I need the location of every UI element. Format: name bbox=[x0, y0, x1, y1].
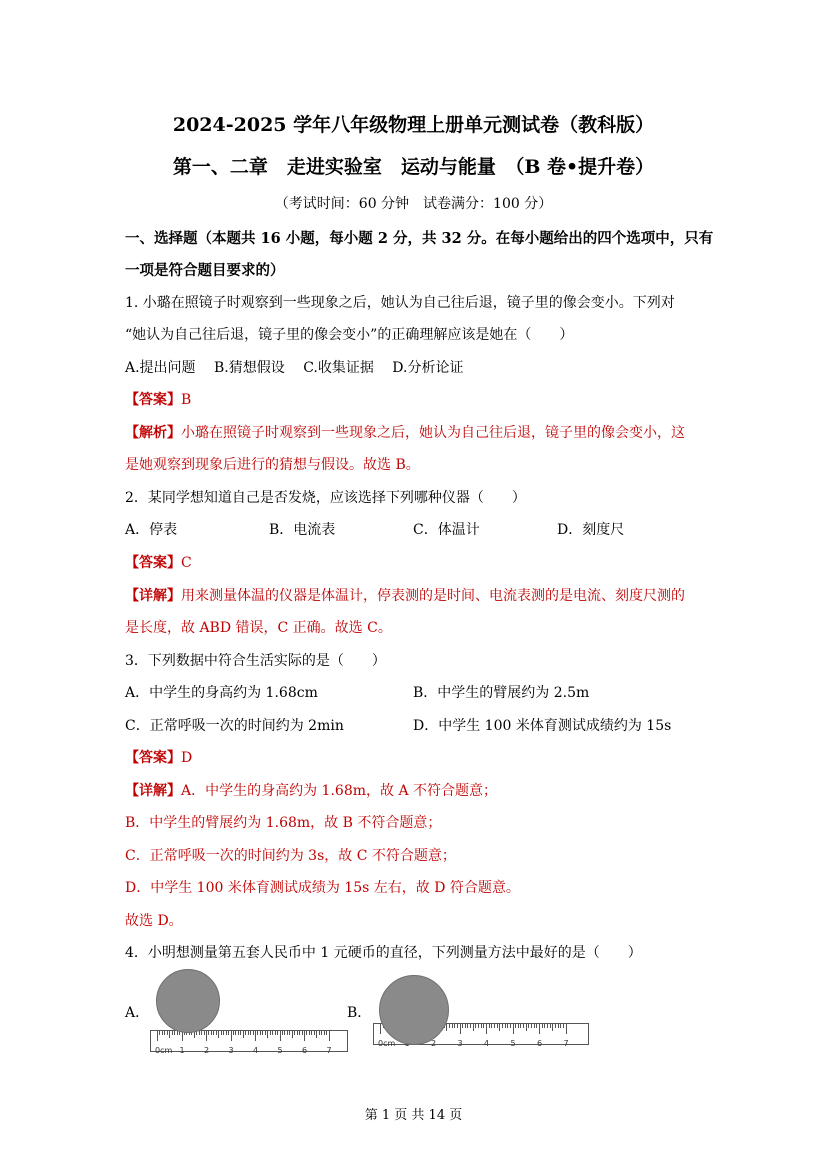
ruler-tick bbox=[507, 1024, 508, 1028]
q2-option-b: B．电流表 bbox=[269, 522, 336, 538]
ruler-tick bbox=[253, 1031, 254, 1035]
ruler-label: 4 bbox=[253, 1046, 259, 1055]
ruler-tick bbox=[520, 1024, 521, 1028]
ruler-tick bbox=[201, 1031, 202, 1035]
ruler-tick bbox=[159, 1031, 160, 1035]
ruler-tick bbox=[462, 1024, 463, 1028]
ruler-tick bbox=[208, 1031, 209, 1035]
analysis-text: 小璐在照镜子时观察到一些现象之后，她认为自己往后退，镜子里的像会变小，这 bbox=[181, 425, 685, 441]
ruler-tick bbox=[240, 1031, 241, 1035]
ruler-tick bbox=[157, 1031, 158, 1041]
ruler-tick bbox=[449, 1024, 450, 1028]
ruler-tick bbox=[483, 1024, 484, 1028]
q1-answer bbox=[125, 389, 191, 409]
ruler-tick bbox=[494, 1024, 495, 1028]
ruler-tick bbox=[306, 1031, 307, 1035]
q3-detail-d: D．中学生 100 米体育测试成绩为 15s 左右，故 D 符合题意。 bbox=[125, 880, 520, 896]
q2-option-a: A．停表 bbox=[125, 522, 178, 538]
ruler-tick bbox=[550, 1024, 551, 1028]
answer-value: B bbox=[181, 392, 192, 408]
ruler-tick bbox=[221, 1031, 222, 1035]
ruler-tick bbox=[162, 1031, 163, 1035]
q3-detail-a bbox=[125, 780, 497, 800]
q3-conclusion: 故选 D。 bbox=[125, 913, 183, 929]
ruler-tick bbox=[262, 1031, 263, 1035]
ruler-tick bbox=[280, 1031, 281, 1041]
q2-option-d: D．刻度尺 bbox=[557, 522, 625, 538]
ruler-tick bbox=[174, 1031, 175, 1035]
ruler-tick bbox=[270, 1031, 271, 1035]
ruler-tick bbox=[304, 1031, 305, 1041]
ruler-tick bbox=[552, 1024, 553, 1031]
ruler-tick bbox=[250, 1031, 251, 1035]
ruler-tick bbox=[531, 1024, 532, 1028]
ruler-tick bbox=[510, 1024, 511, 1028]
q2-answer bbox=[125, 552, 192, 572]
ruler-tick bbox=[454, 1024, 455, 1028]
q1-stem-line1: 1. 小璐在照镜子时观察到一些现象之后，她认为自己往后退，镜子里的像会变小。下列对 bbox=[125, 295, 675, 311]
ruler-tick bbox=[319, 1031, 320, 1035]
coin-a bbox=[156, 969, 220, 1033]
ruler-tick bbox=[457, 1024, 458, 1028]
ruler-tick bbox=[475, 1024, 476, 1028]
ruler-tick bbox=[164, 1031, 165, 1035]
detail-text: 用来测量体温的仪器是体温计，停表测的是时间、电流表测的是电流、刻度尺测的 bbox=[181, 588, 685, 604]
ruler-label: 6 bbox=[302, 1046, 308, 1055]
detail-text: A．中学生的身高约为 1.68m，故 A 不符合题意； bbox=[181, 783, 498, 799]
ruler-tick bbox=[515, 1024, 516, 1028]
ruler-tick bbox=[231, 1031, 232, 1041]
ruler-tick bbox=[486, 1024, 487, 1034]
answer-value: D bbox=[181, 750, 193, 766]
ruler-tick bbox=[216, 1031, 217, 1035]
analysis-tag: 【解析】 bbox=[125, 425, 181, 441]
q2-detail-line1 bbox=[125, 585, 685, 605]
answer-tag: 【答案】 bbox=[125, 392, 181, 408]
ruler-tick bbox=[542, 1024, 543, 1028]
ruler-tick bbox=[478, 1024, 479, 1028]
ruler-tick bbox=[446, 1024, 447, 1031]
ruler-tick bbox=[292, 1031, 293, 1038]
ruler-tick bbox=[211, 1031, 212, 1035]
ruler-tick bbox=[267, 1031, 268, 1038]
ruler-tick bbox=[329, 1031, 330, 1041]
ruler-tick bbox=[287, 1031, 288, 1035]
ruler-tick bbox=[566, 1024, 567, 1034]
ruler-tick bbox=[228, 1031, 229, 1035]
q3-option-c: C．正常呼吸一次的时间约为 2min bbox=[125, 718, 344, 734]
ruler-tick bbox=[226, 1031, 227, 1035]
ruler-tick bbox=[555, 1024, 556, 1028]
q2-stem: 2．某同学想知道自己是否发烧，应该选择下列哪种仪器（ ） bbox=[125, 490, 526, 506]
ruler-tick bbox=[513, 1024, 514, 1034]
ruler-tick bbox=[502, 1024, 503, 1028]
ruler-tick bbox=[204, 1031, 205, 1035]
ruler-tick bbox=[481, 1024, 482, 1028]
q3-detail-c: C．正常呼吸一次的时间约为 3s，故 C 不符合题意； bbox=[125, 848, 456, 864]
ruler-tick bbox=[489, 1024, 490, 1028]
ruler-tick bbox=[265, 1031, 266, 1035]
ruler-tick bbox=[213, 1031, 214, 1035]
ruler-tick bbox=[272, 1031, 273, 1035]
ruler-label: 4 bbox=[484, 1039, 490, 1048]
ruler-tick bbox=[326, 1031, 327, 1035]
ruler-tick bbox=[275, 1031, 276, 1035]
ruler-tick bbox=[223, 1031, 224, 1035]
q1-stem-line2: “她认为自己往后退，镜子里的像会变小”的正确理解应该是她在（ ） bbox=[125, 327, 574, 343]
ruler-tick bbox=[235, 1031, 236, 1035]
ruler-tick bbox=[299, 1031, 300, 1035]
ruler-tick bbox=[277, 1031, 278, 1035]
ruler-label: 2 bbox=[431, 1039, 437, 1048]
ruler-tick bbox=[206, 1031, 207, 1041]
ruler-tick bbox=[282, 1031, 283, 1035]
ruler-tick bbox=[314, 1031, 315, 1035]
section-heading-line1: 一、选择题（本题共 16 小题，每小题 2 分，共 32 分。在每小题给出的四个选项中，只有 bbox=[125, 230, 714, 247]
ruler-tick bbox=[169, 1031, 170, 1038]
ruler-tick bbox=[297, 1031, 298, 1035]
ruler-tick bbox=[218, 1031, 219, 1038]
q4-option-a-label: A． bbox=[125, 1005, 150, 1021]
ruler-tick bbox=[243, 1031, 244, 1038]
ruler-label: 7 bbox=[563, 1039, 569, 1048]
ruler-tick bbox=[260, 1031, 261, 1035]
ruler-tick bbox=[536, 1024, 537, 1028]
page-footer: 第 1 页 共 14 页 bbox=[364, 1108, 463, 1123]
document-subtitle: 第一、二章 走进实验室 运动与能量 （B 卷•提升卷） bbox=[172, 156, 655, 178]
ruler-tick bbox=[172, 1031, 173, 1035]
ruler-tick bbox=[491, 1024, 492, 1028]
ruler-tick bbox=[505, 1024, 506, 1028]
q3-stem: 3．下列数据中符合生活实际的是（ ） bbox=[125, 653, 386, 669]
section-heading-line2: 一项是符合题目要求的） bbox=[125, 262, 285, 279]
detail-tag: 【详解】 bbox=[125, 783, 181, 799]
answer-value: C bbox=[181, 555, 192, 571]
ruler-label: 7 bbox=[326, 1046, 332, 1055]
ruler-label: 3 bbox=[457, 1039, 463, 1048]
ruler-tick bbox=[255, 1031, 256, 1041]
ruler-tick bbox=[467, 1024, 468, 1028]
ruler-tick bbox=[470, 1024, 471, 1028]
ruler-tick bbox=[167, 1031, 168, 1035]
q1-analysis-line1 bbox=[125, 422, 685, 442]
ruler-tick bbox=[523, 1024, 524, 1028]
ruler-tick bbox=[497, 1024, 498, 1028]
ruler-tick bbox=[526, 1024, 527, 1031]
ruler-tick bbox=[245, 1031, 246, 1035]
ruler-tick bbox=[518, 1024, 519, 1028]
ruler-tick bbox=[257, 1031, 258, 1035]
ruler-tick bbox=[528, 1024, 529, 1028]
ruler-tick bbox=[473, 1024, 474, 1031]
q3-option-a: A．中学生的身高约为 1.68cm bbox=[125, 685, 318, 701]
ruler-label: 0cm bbox=[155, 1046, 173, 1055]
ruler-tick bbox=[289, 1031, 290, 1035]
ruler-label: 2 bbox=[204, 1046, 210, 1055]
detail-tag: 【详解】 bbox=[125, 588, 181, 604]
q2-detail-line2: 是长度，故 ABD 错误，C 正确。故选 C。 bbox=[125, 620, 392, 636]
ruler-tick bbox=[324, 1031, 325, 1035]
q2-option-c: C．体温计 bbox=[413, 522, 480, 538]
ruler-tick bbox=[284, 1031, 285, 1035]
ruler-label: 5 bbox=[277, 1046, 283, 1055]
q3-answer bbox=[125, 747, 192, 767]
q1-options: A.提出问题 B.猜想假设 C.收集证据 D.分析论证 bbox=[125, 360, 464, 376]
ruler-tick bbox=[560, 1024, 561, 1028]
ruler-tick bbox=[380, 1024, 381, 1034]
ruler-tick bbox=[460, 1024, 461, 1034]
ruler-tick bbox=[177, 1031, 178, 1035]
ruler-tick bbox=[499, 1024, 500, 1031]
answer-tag: 【答案】 bbox=[125, 750, 181, 766]
ruler-tick bbox=[199, 1031, 200, 1035]
ruler-tick bbox=[539, 1024, 540, 1034]
ruler-tick bbox=[316, 1031, 317, 1038]
q3-option-d: D．中学生 100 米体育测试成绩约为 15s bbox=[413, 718, 672, 734]
ruler-tick bbox=[248, 1031, 249, 1035]
ruler-tick bbox=[311, 1031, 312, 1035]
ruler-tick bbox=[238, 1031, 239, 1035]
ruler-tick bbox=[465, 1024, 466, 1028]
ruler-label: 0cm bbox=[378, 1039, 396, 1048]
ruler-a bbox=[150, 1030, 348, 1055]
exam-info: （考试时间：60 分钟 试卷满分：100 分） bbox=[274, 196, 553, 212]
ruler-tick bbox=[302, 1031, 303, 1035]
coin-b bbox=[379, 975, 449, 1045]
ruler-label: 5 bbox=[510, 1039, 516, 1048]
q4-stem: 4．小明想测量第五套人民币中 1 元硬币的直径，下列测量方法中最好的是（ ） bbox=[125, 945, 642, 961]
ruler-tick bbox=[294, 1031, 295, 1035]
ruler-tick bbox=[558, 1024, 559, 1028]
ruler-tick bbox=[309, 1031, 310, 1035]
ruler-tick bbox=[544, 1024, 545, 1028]
answer-tag: 【答案】 bbox=[125, 555, 181, 571]
ruler-tick bbox=[233, 1031, 234, 1035]
ruler-tick bbox=[563, 1024, 564, 1028]
ruler-tick bbox=[547, 1024, 548, 1028]
ruler-label: 6 bbox=[537, 1039, 543, 1048]
q1-analysis-line2: 是她观察到现象后进行的猜想与假设。故选 B。 bbox=[125, 457, 420, 473]
ruler-tick bbox=[534, 1024, 535, 1028]
ruler-tick bbox=[452, 1024, 453, 1028]
ruler-label: 3 bbox=[228, 1046, 234, 1055]
ruler-label: 1 bbox=[179, 1046, 185, 1055]
ruler-tick bbox=[321, 1031, 322, 1035]
q3-detail-b: B．中学生的臂展约为 1.68m，故 B 不符合题意； bbox=[125, 815, 442, 831]
q3-option-b: B．中学生的臂展约为 2.5m bbox=[413, 685, 590, 701]
q4-option-b-label: B． bbox=[347, 1005, 372, 1021]
document-title: 2024-2025 学年八年级物理上册单元测试卷（教科版） bbox=[172, 114, 655, 136]
